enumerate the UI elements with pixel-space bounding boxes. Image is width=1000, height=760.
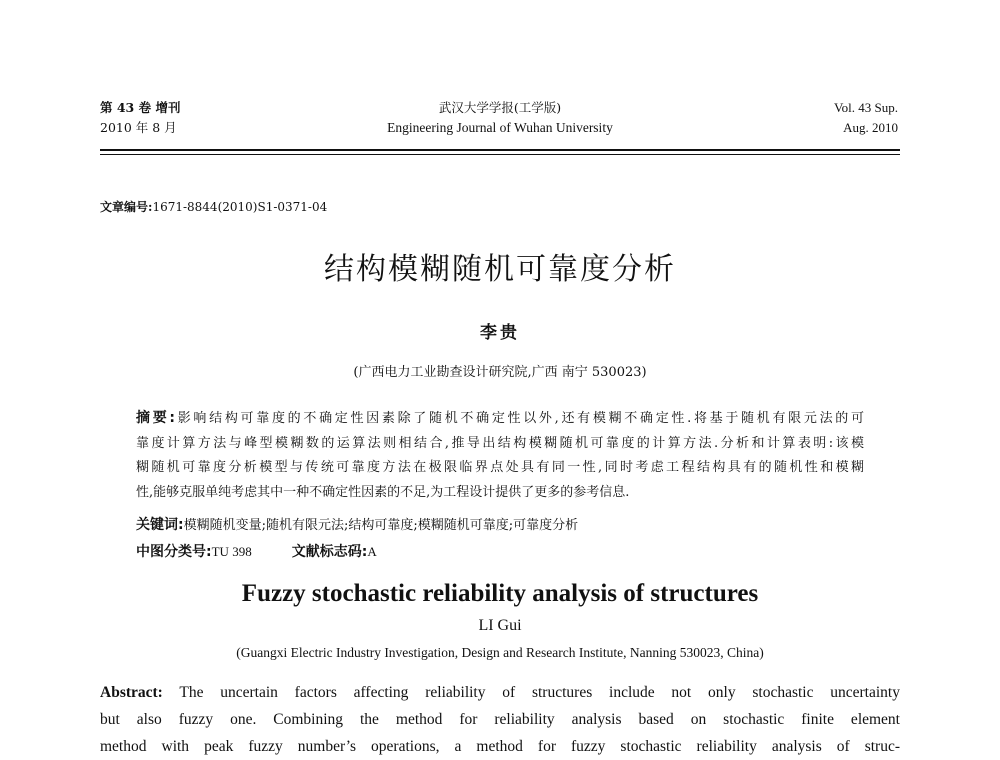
affiliation-cn: (广西电力工业勘查设计研究院,广西 南宁 530023) — [353, 365, 647, 380]
abstract-cn-line: 性,能够克服单纯考虑其中一种不确定性因素的不足,为工程设计提供了更多的参考信息. — [136, 484, 630, 500]
abstract-cn-line: 糊随机可靠度分析模型与传统可靠度方法在极限临界点处具有同一性,同时考虑工程结构具有的随机性和模糊 — [136, 460, 864, 475]
abstract-cn-line: 摘要:影响结构可靠度的不确定性因素除了随机不确定性以外,还有模糊不确定性.将基于随机有限元法的可 — [136, 410, 864, 426]
affiliation-en: (Guangxi Electric Industry Investigation, Design and Research Institute, Nanning 530023, China) — [236, 645, 764, 660]
author-en: LI Gui — [478, 617, 522, 634]
abstract-cn — [136, 406, 864, 505]
header-rule-thin — [100, 154, 900, 155]
abstract-en-line: Abstract: The uncertain factors affecting reliability of structures include not only stochastic uncertainty — [100, 684, 900, 701]
abstract-cn-line: 靠度计算方法与峰型模糊数的运算法则相结合,推导出结构模糊随机可靠度的计算方法.分析和计算表明:该模 — [136, 435, 864, 451]
classification — [136, 542, 864, 563]
running-header — [100, 98, 900, 148]
abstract-en — [100, 679, 900, 760]
volume-cn: 第 43 卷 增刊 — [100, 100, 181, 115]
journal-name-cn: 武汉大学学报(工学版) — [438, 100, 562, 115]
abstract-en-line: method with peak fuzzy number’s operations, a method for fuzzy stochastic reliability analysis of struc- — [100, 738, 900, 755]
abstract-en-label: Abstract: — [100, 684, 163, 701]
header-rule-thick — [100, 149, 900, 151]
volume-en: Vol. 43 Sup. — [833, 100, 898, 115]
keywords-cn-label: 关键词: — [136, 517, 184, 533]
keywords-cn — [136, 515, 864, 536]
clc-label: 中图分类号: — [136, 544, 212, 560]
header-center — [100, 98, 900, 138]
clc-value: TU 398 — [211, 544, 252, 559]
abstract-en-line: but also fuzzy one. Combining the method for reliability analysis based on stochastic finite element — [100, 711, 900, 728]
date-cn: 2010 年 8 月 — [100, 120, 177, 135]
doc-code-value: A — [367, 544, 377, 559]
title-cn: 结构模糊随机可靠度分析 — [324, 252, 676, 287]
article-id-value: 1671-8844(2010)S1-0371-04 — [152, 200, 328, 214]
author-cn: 李贵 — [480, 323, 520, 343]
article-id-label: 文章编号: — [100, 200, 153, 214]
date-en: Aug. 2010 — [843, 120, 898, 135]
keywords-cn-value: 模糊随机变量;随机有限元法;结构可靠度;模糊随机可靠度;可靠度分析 — [183, 518, 579, 533]
title-en: Fuzzy stochastic reliability analysis of structures — [241, 580, 759, 607]
abstract-cn-label: 摘要: — [136, 410, 176, 426]
doc-code-label: 文献标志码: — [291, 544, 368, 560]
header-right — [834, 98, 898, 138]
journal-name-en: Engineering Journal of Wuhan University — [387, 120, 613, 135]
article-id — [100, 198, 327, 215]
